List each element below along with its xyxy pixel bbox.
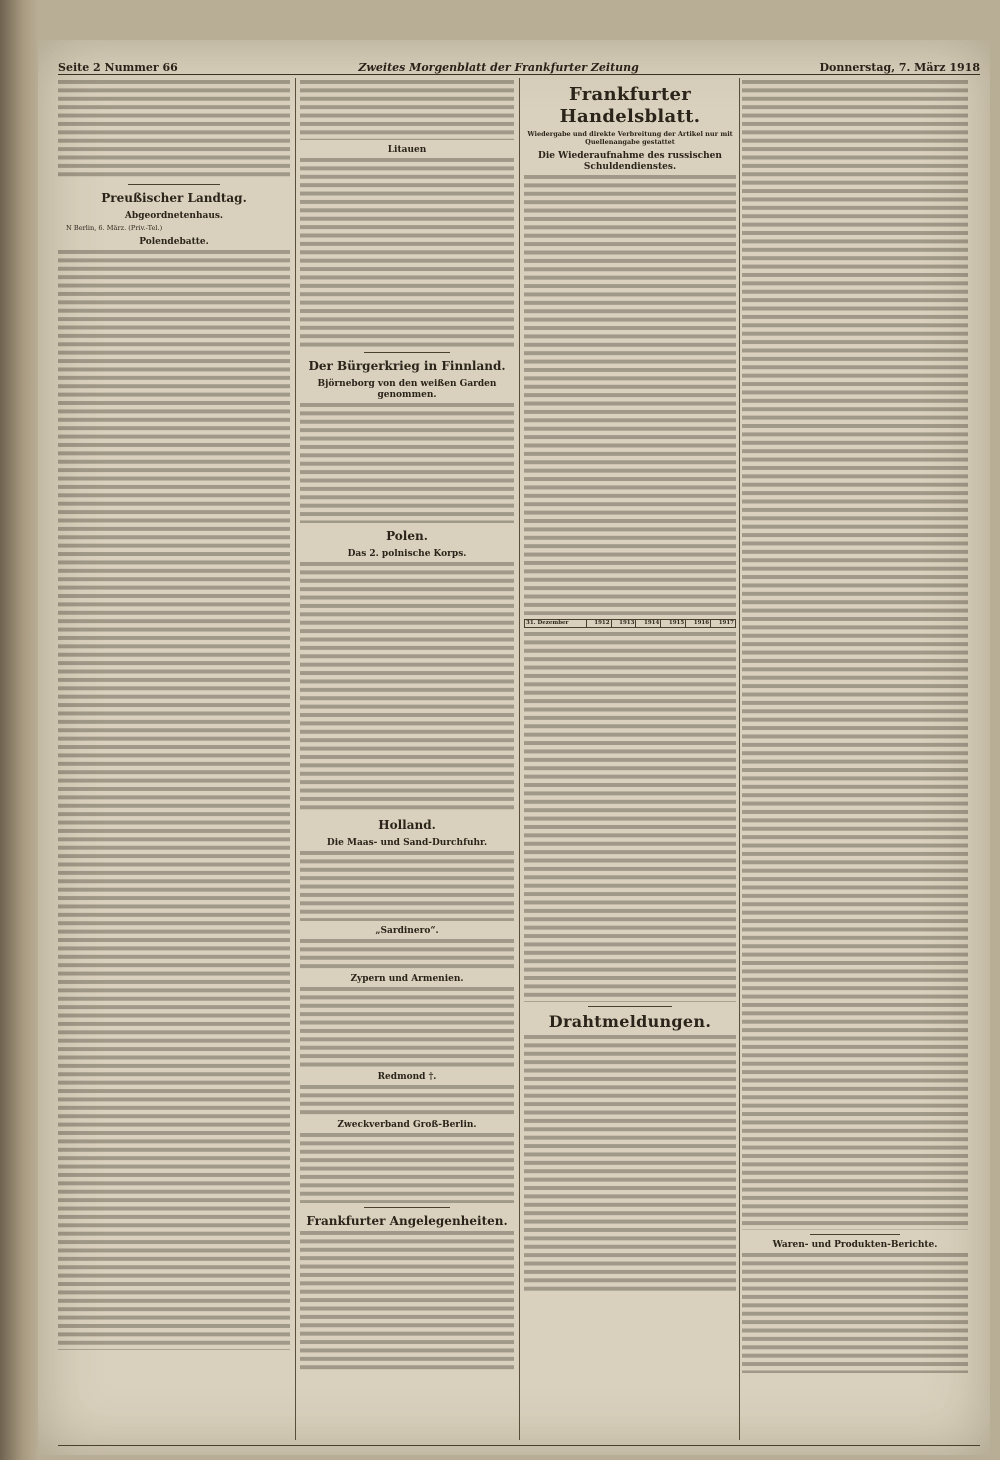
body-text: [300, 403, 514, 523]
table-header-row: [525, 620, 736, 628]
table-header-cell: 1915: [661, 620, 686, 628]
body-text: [300, 562, 514, 812]
body-text: [742, 80, 968, 1230]
column-2: [300, 80, 514, 1442]
body-text: [300, 1133, 514, 1203]
divider: [810, 1234, 900, 1235]
article-heading: Zypern und Armenien.: [350, 974, 464, 984]
table-header-cell: 1913: [611, 620, 636, 628]
book-binding: [0, 0, 38, 1460]
table-header-cell: 1917: [711, 620, 736, 628]
body-text: [742, 1253, 968, 1373]
page-bottom-rule: [58, 1445, 980, 1446]
dateline: N Berlin, 6. März. (Priv.-Tel.): [66, 224, 163, 232]
masthead-title: Zweites Morgenblatt der Frankfurter Zeitung: [358, 61, 639, 74]
section-heading: Der Bürgerkrieg in Finnland.: [308, 359, 506, 373]
divider: [588, 1006, 673, 1007]
body-text: [524, 175, 736, 615]
issue-date: Donnerstag, 7. März 1918: [819, 61, 980, 74]
article-heading: Litauen: [387, 145, 427, 155]
balance-table: [524, 619, 736, 628]
table-header-cell: 31. Dezember: [525, 620, 587, 628]
section-heading: Waren- und Produkten-Berichte.: [772, 1240, 938, 1250]
divider: [364, 1207, 450, 1208]
subsection-heading: Die Maas- und Sand-Durchfuhr.: [326, 838, 488, 848]
section-heading: Preußischer Landtag.: [101, 191, 247, 205]
body-text: [58, 250, 290, 1350]
body-text: [300, 158, 514, 348]
body-text: [58, 80, 290, 180]
article-heading: „Sardinero“.: [375, 926, 439, 936]
article-heading: Redmond †.: [377, 1072, 437, 1082]
table-header-cell: 1912: [586, 620, 611, 628]
divider: [364, 352, 450, 353]
section-subtitle: Wiedergabe und direkte Verbreitung der Artikel nur mit Quellenangabe gestattet: [527, 130, 733, 146]
column-rule: [739, 78, 740, 1440]
column-4: [742, 80, 968, 1442]
article-heading: Polendebatte.: [139, 237, 209, 248]
section-heading: Frankfurter Angelegenheiten.: [306, 1214, 508, 1228]
page-number: Seite 2 Nummer 66: [58, 61, 178, 74]
subsection-heading: Björneborg von den weißen Garden genommen.: [317, 379, 497, 400]
subsection-heading: Abgeordnetenhaus.: [124, 211, 224, 221]
running-header: [58, 58, 980, 75]
column-rule: [519, 78, 520, 1440]
section-masthead: Frankfurter Handelsblatt.: [559, 84, 701, 127]
section-heading: Drahtmeldungen.: [548, 1012, 712, 1031]
section-heading: Polen.: [386, 529, 428, 543]
body-text: [300, 1231, 514, 1371]
table-header-cell: 1914: [636, 620, 661, 628]
column-1: [58, 80, 290, 1442]
subsection-heading: Das 2. polnische Korps.: [347, 549, 467, 559]
divider: [128, 184, 221, 185]
body-text: [300, 851, 514, 921]
body-text: [524, 1035, 736, 1295]
body-text: [524, 632, 736, 1002]
body-text: [300, 80, 514, 140]
column-3: [524, 80, 736, 1442]
body-text: [300, 987, 514, 1067]
body-text: [300, 1085, 514, 1115]
section-heading: Holland.: [378, 818, 436, 832]
article-heading: Zweckverband Groß-Berlin.: [337, 1120, 477, 1130]
body-text: [300, 939, 514, 969]
article-heading: Die Wiederaufnahme des russischen Schuldendienstes.: [538, 151, 722, 172]
column-rule: [295, 78, 296, 1440]
table-header-cell: 1916: [686, 620, 711, 628]
